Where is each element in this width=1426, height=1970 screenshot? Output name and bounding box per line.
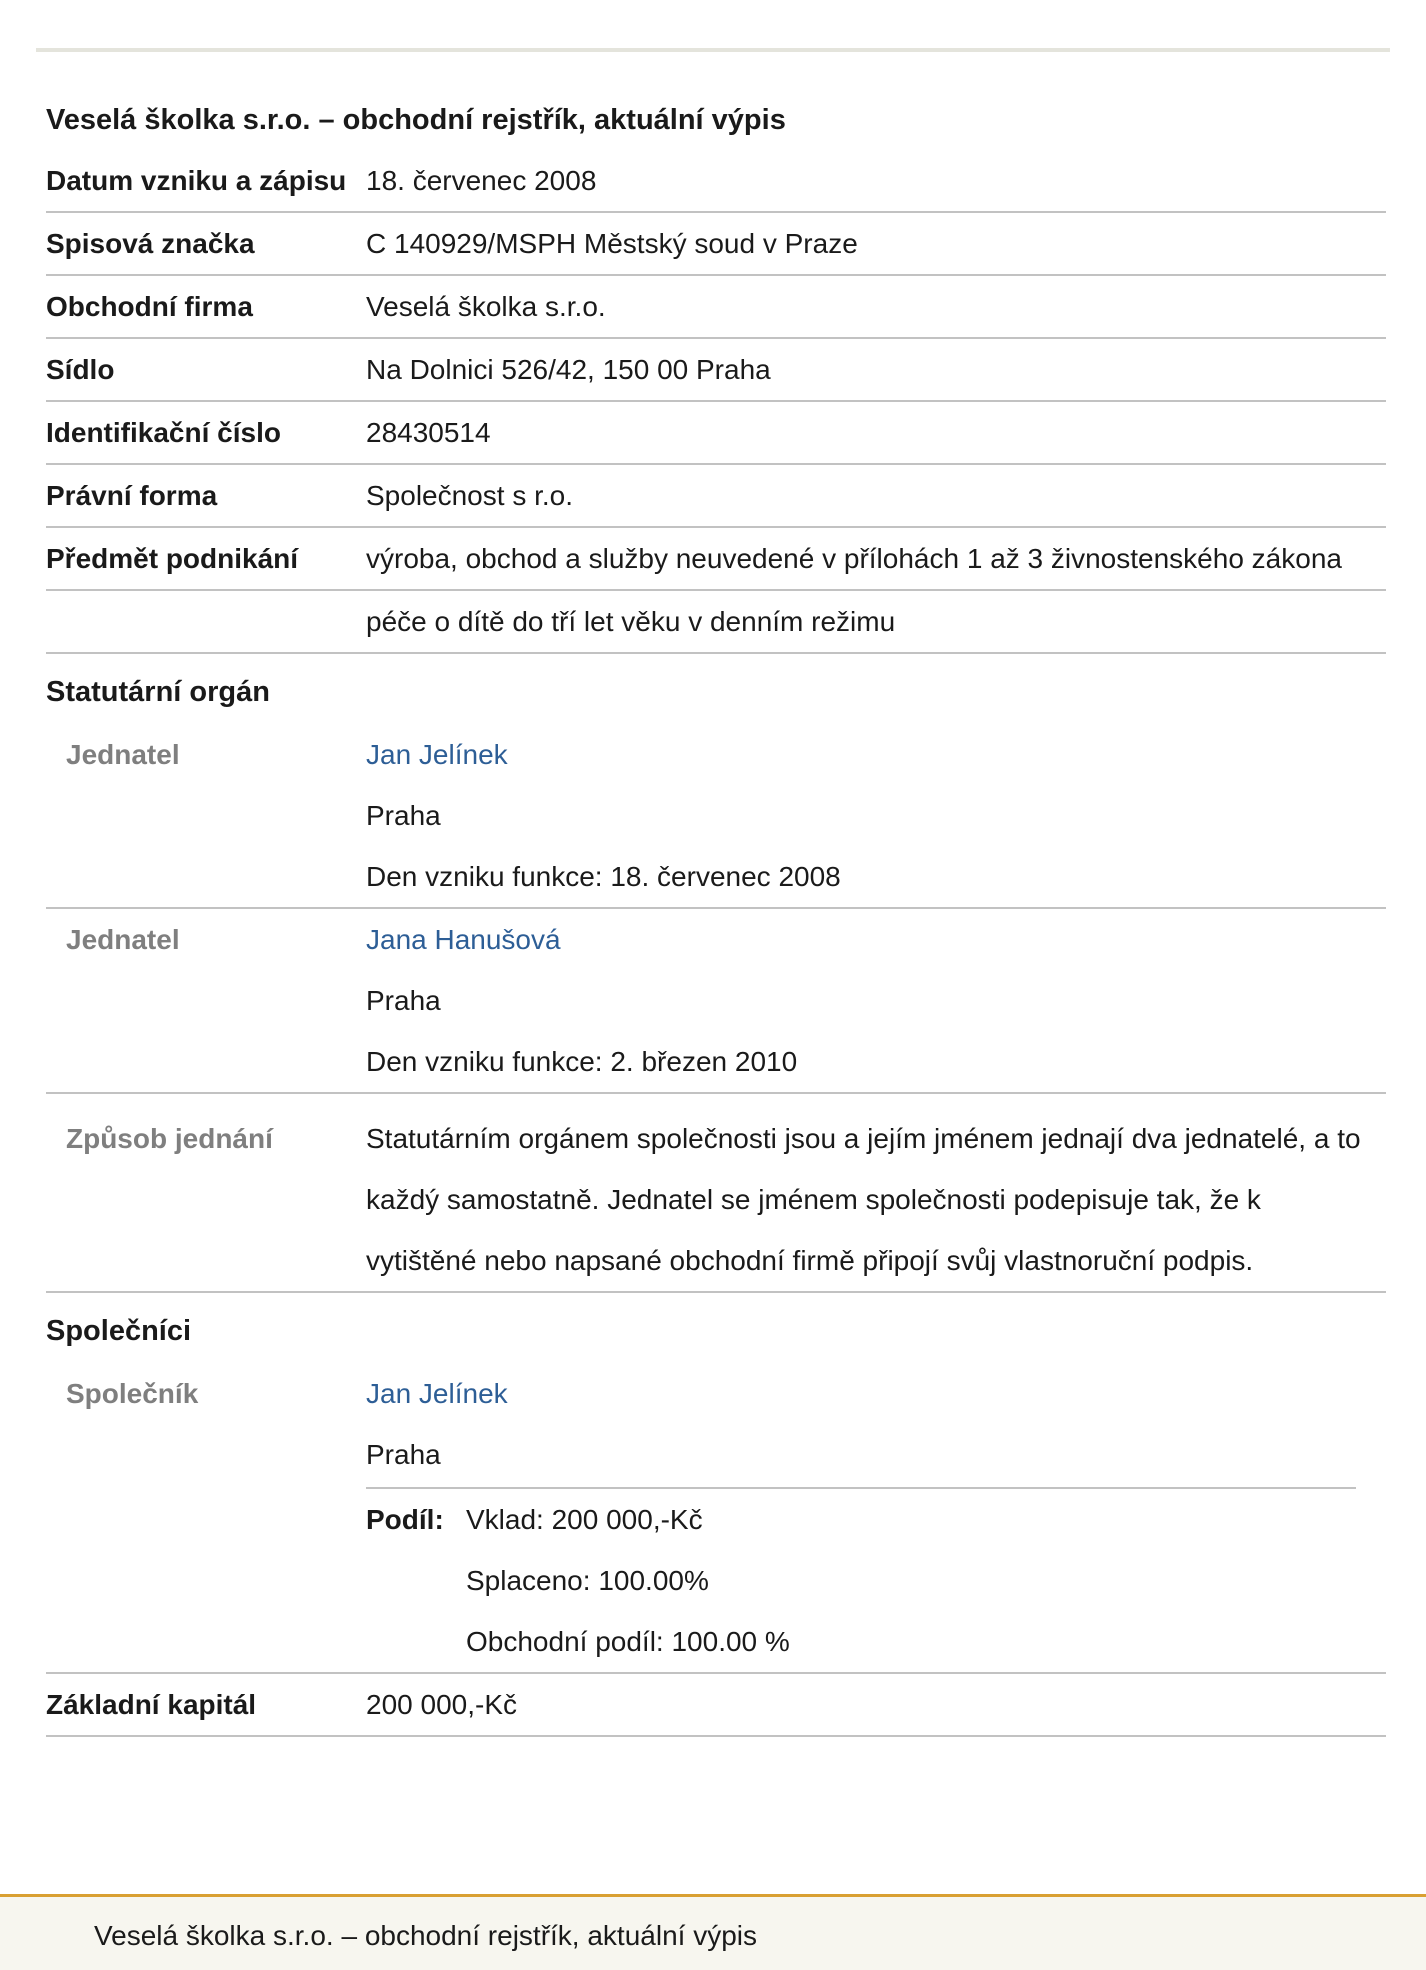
member-role: Jednatel <box>66 739 180 770</box>
acting-manner <box>46 1094 1386 1293</box>
row-label: Právní forma <box>46 480 218 511</box>
row-value: výroba, obchod a služby neuvedené v přílohách 1 až 3 živnostenského zákona <box>366 543 1342 574</box>
row-founding-date <box>46 150 1386 213</box>
partner-role: Společník <box>66 1378 199 1409</box>
row-legal-form <box>46 465 1386 528</box>
row-value: péče o dítě do tří let věku v denním režimu <box>366 606 896 637</box>
share-business-share: Obchodní podíl: 100.00 % <box>466 1626 790 1657</box>
partners-heading: Společníci <box>46 1315 192 1347</box>
share-label: Podíl: <box>366 1504 444 1535</box>
share-deposit: Vklad: 200 000,-Kč <box>466 1504 703 1535</box>
row-file-number <box>46 213 1386 276</box>
row-label: Základní kapitál <box>46 1689 257 1720</box>
top-divider <box>36 48 1390 52</box>
row-business-activity <box>46 528 1386 591</box>
row-registered-office <box>46 339 1386 402</box>
row-label: Sídlo <box>46 354 115 385</box>
member-city: Praha <box>366 985 441 1016</box>
member-name-link[interactable]: Jana Hanušová <box>366 924 561 955</box>
member-name-link[interactable]: Jan Jelínek <box>366 739 508 770</box>
row-value: C 140929/MSPH Městský soud v Praze <box>366 228 858 259</box>
partner-name-link[interactable]: Jan Jelínek <box>366 1378 508 1409</box>
row-label: Předmět podnikání <box>46 543 299 574</box>
footer-caption: Veselá školka s.r.o. – obchodní rejstřík, aktuální výpis <box>94 1920 758 1951</box>
row-label <box>46 591 366 652</box>
row-value: 18. červenec 2008 <box>366 165 597 196</box>
acting-manner-text: Statutárním orgánem společnosti jsou a jejím jménem jednají dva jednatelé, a to každý samostatně. Jednatel se jménem společnosti podepisuje tak, že k vytištěné nebo napsané obchodní firmě připojí svůj vlastnoruční podpis. <box>366 1123 1361 1276</box>
statutory-heading: Statutární orgán <box>46 676 270 708</box>
row-label: Spisová značka <box>46 228 255 259</box>
row-business-activity-2 <box>46 591 1386 654</box>
statutory-member-2 <box>46 909 1386 1094</box>
row-value: 200 000,-Kč <box>366 1689 517 1720</box>
row-business-name <box>46 276 1386 339</box>
row-share-capital <box>46 1674 1386 1737</box>
row-value: 28430514 <box>366 417 491 448</box>
row-label: Obchodní firma <box>46 291 253 322</box>
member-since: Den vzniku funkce: 2. březen 2010 <box>366 1046 798 1077</box>
row-value: Společnost s r.o. <box>366 480 574 511</box>
partner-share <box>366 1487 1356 1672</box>
partner-1 <box>46 1363 1386 1674</box>
share-paid: Splaceno: 100.00% <box>466 1565 709 1596</box>
partner-city: Praha <box>366 1439 441 1470</box>
row-label: Identifikační číslo <box>46 417 281 448</box>
row-value: Na Dolnici 526/42, 150 00 Praha <box>366 354 771 385</box>
statutory-member-1 <box>46 724 1386 909</box>
row-company-id <box>46 402 1386 465</box>
row-label: Datum vzniku a zápisu <box>46 165 347 196</box>
acting-manner-label: Způsob jednání <box>66 1123 273 1154</box>
row-value: Veselá školka s.r.o. <box>366 291 606 322</box>
register-extract <box>46 90 1386 1737</box>
member-role: Jednatel <box>66 924 180 955</box>
member-since: Den vzniku funkce: 18. červenec 2008 <box>366 861 841 892</box>
member-city: Praha <box>366 800 441 831</box>
document-title: Veselá školka s.r.o. – obchodní rejstřík, aktuální výpis <box>46 104 786 136</box>
